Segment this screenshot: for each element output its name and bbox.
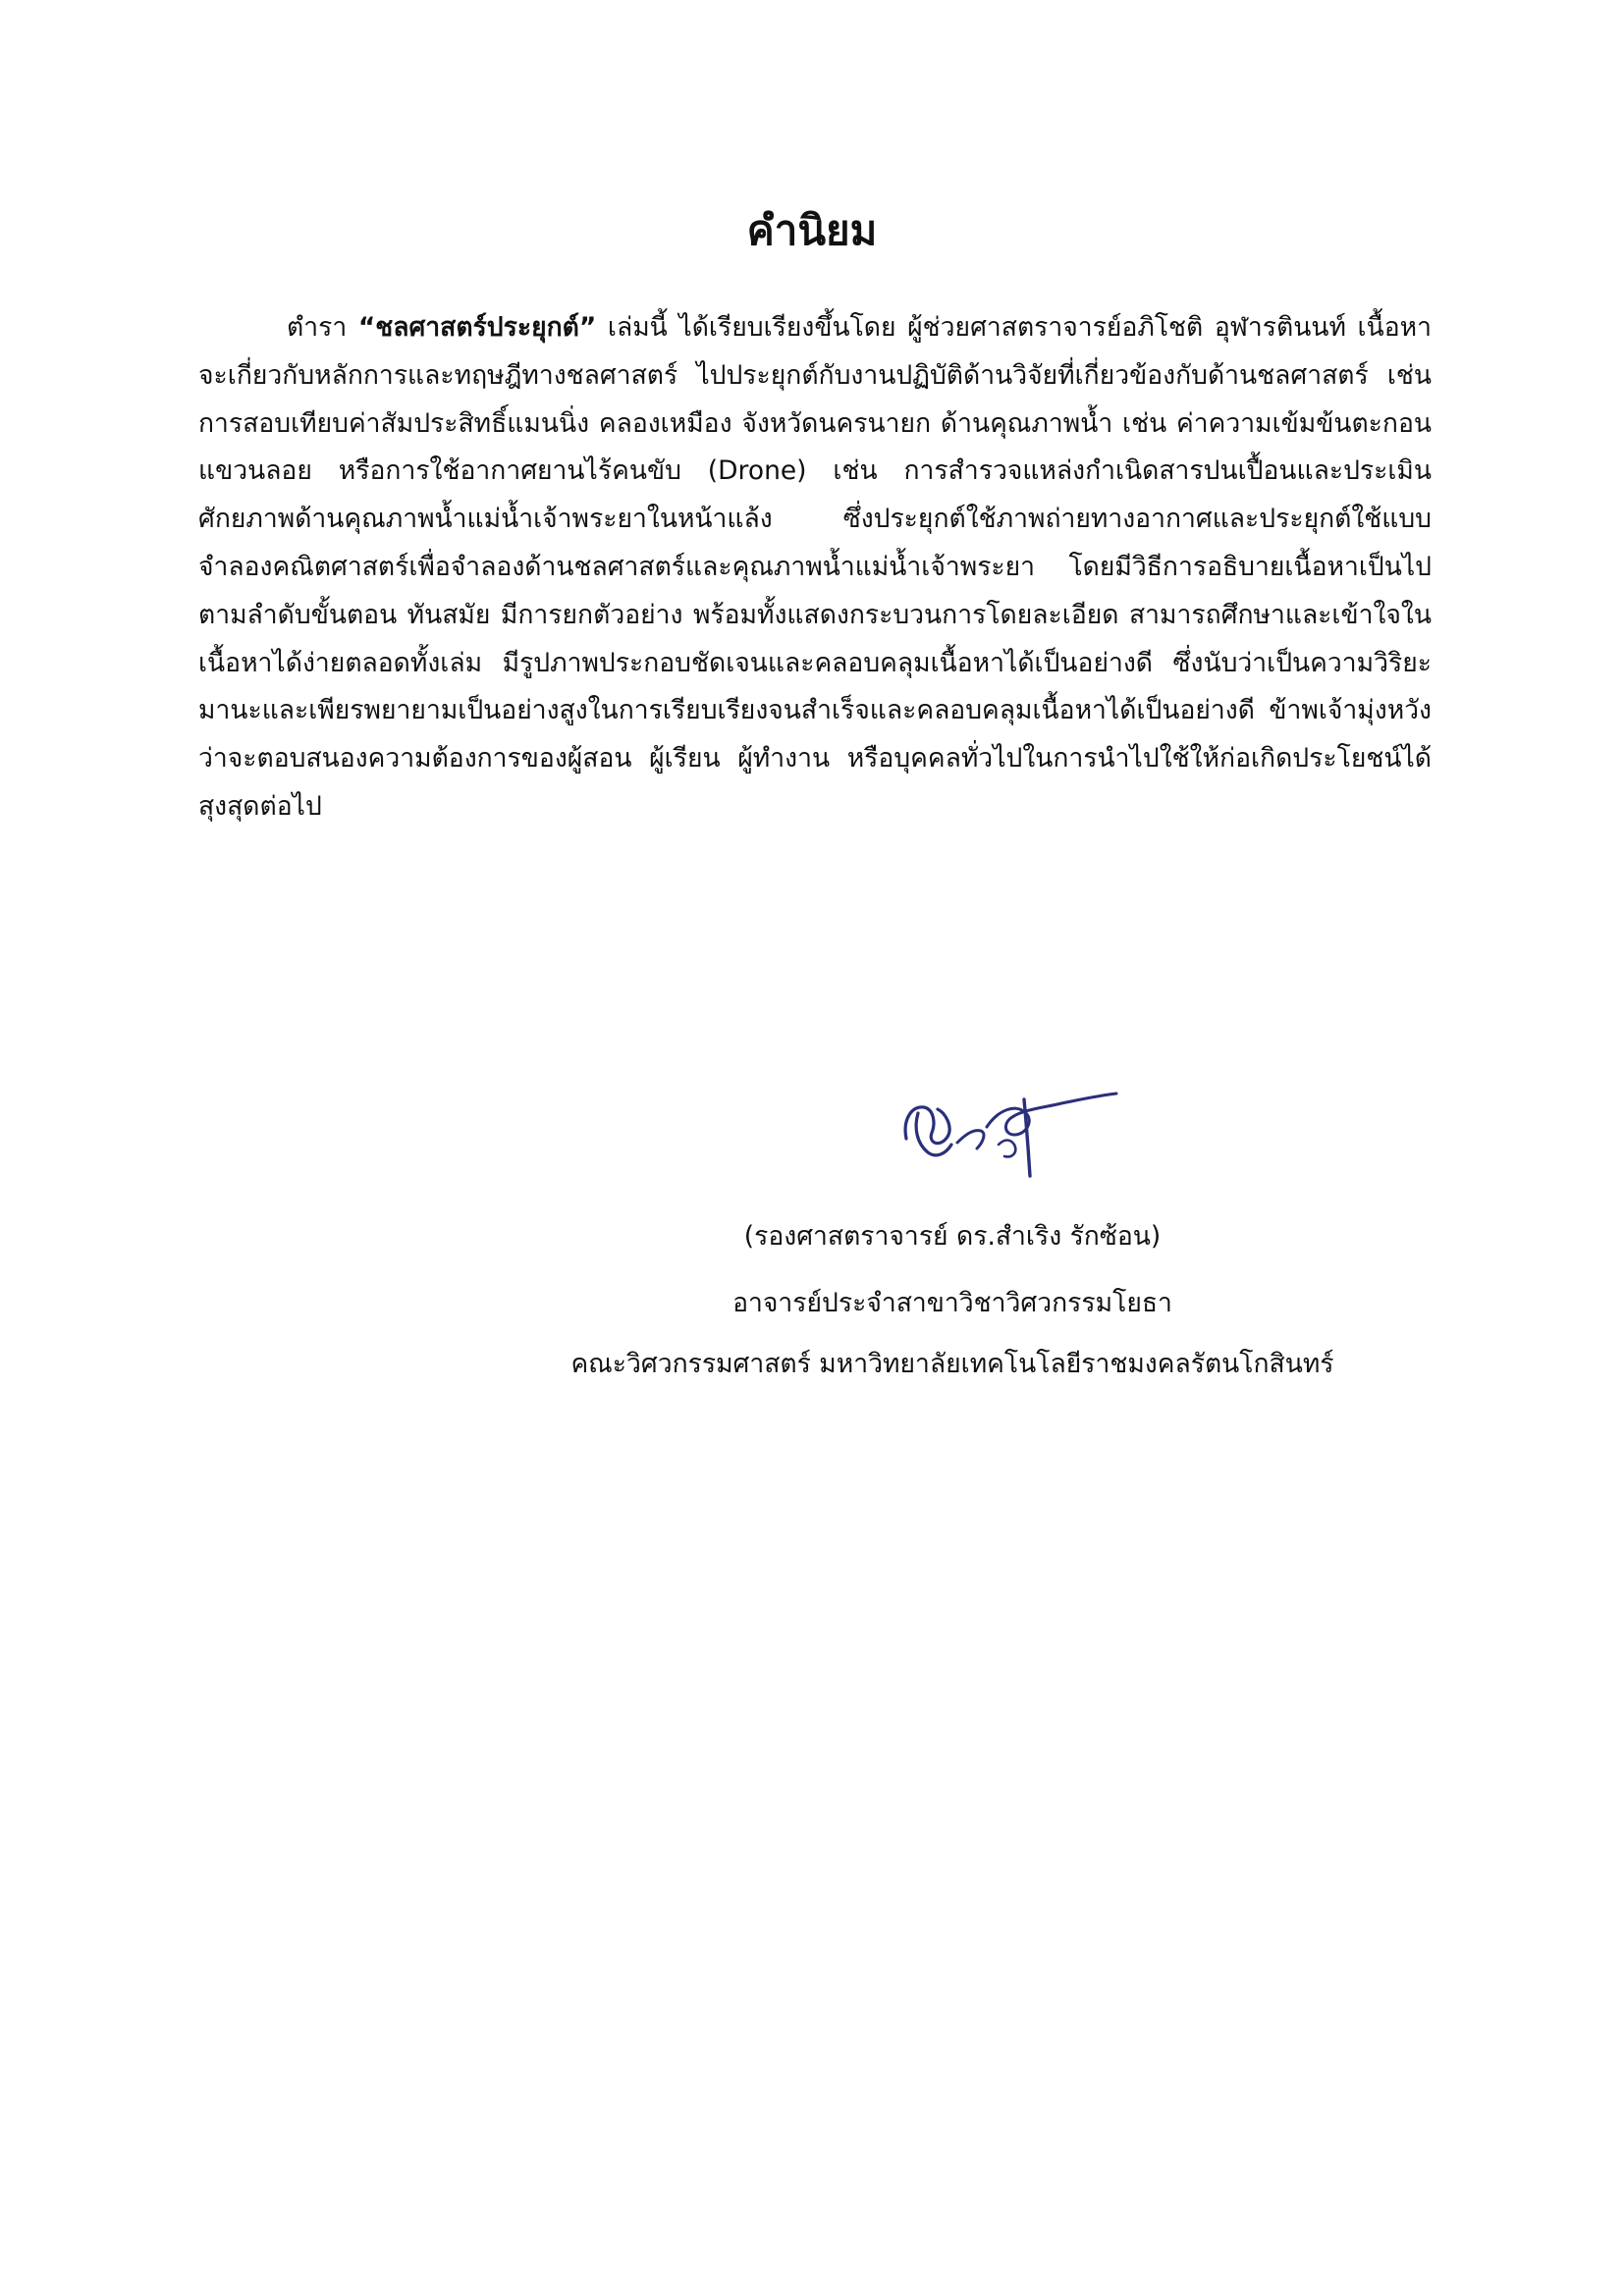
signature-stroke-2	[957, 1131, 984, 1148]
signer-faculty: คณะวิศวกรรมศาสตร์ มหาวิทยาลัยเทคโนโลยีราชมงคลรัตนโกสินทร์	[570, 1349, 1334, 1379]
foreword-paragraph	[198, 304, 1432, 831]
paragraph-intro: ตำรา	[287, 312, 358, 343]
signer-role: อาจารย์ประจำสาขาวิชาวิศวกรรมโยธา	[732, 1288, 1172, 1318]
signer-name: (รองศาสตราจารย์ ดร.สำเริง รักซ้อน)	[743, 1221, 1162, 1252]
paragraph-text: เล่มนี้ ได้เรียบเรียงขึ้นโดย ผู้ช่วยศาสตราจารย์อภิโชติ อุฬารตินนท์ เนื้อหาจะเกี่ยวกับหลักการและทฤษฎีทางชลศาสตร์ ไปประยุกต์กับงานปฏิบัติด้านวิจัยที่เกี่ยวข้องกับด้านชลศาสตร์ เช่น การสอบเทียบค่าสัมประสิทธิ์แมนนิ่ง คลองเหมือง จังหวัดนครนายก ด้านคุณภาพน้ำ เช่น ค่าความเข้มข้นตะกอนแขวนลอย หรือการใช้อากาศยานไร้คนขับ (Drone) เช่น การสำรวจแหล่งกำเนิดสารปนเปื้อนและประเมินศักยภาพด้านคุณภาพน้ำแม่น้ำเจ้าพระยาในหน้าแล้ง ซึ่งประยุกต์ใช้ภาพถ่ายทางอากาศและประยุกต์ใช้แบบจำลองคณิตศาสตร์เพื่อจำลองด้านชลศาสตร์และคุณภาพน้ำแม่น้ำเจ้าพระยา โดยมีวิธีการอธิบายเนื้อหาเป็นไปตามลำดับขั้นตอน ทันสมัย มีการยกตัวอย่าง พร้อมทั้งแสดงกระบวนการโดยละเอียด สามารถศึกษาและเข้าใจในเนื้อหาได้ง่ายตลอดทั้งเล่ม มีรูปภาพประกอบชัดเจนและคลอบคลุมเนื้อหาได้เป็นอย่างดี ซึ่งนับว่าเป็นความวิริยะ มานะและเพียรพยายามเป็นอย่างสูงในการเรียบเรียงจนสำเร็จและคลอบคลุมเนื้อหาได้เป็นอย่างดี ข้าพเจ้ามุ่งหวังว่าจะตอบสนองความต้องการของผู้สอน ผู้เรียน ผู้ทำงาน หรือบุคคลทั่วไปในการนำไปใช้ให้ก่อเกิดประโยชน์ได้สุงสุดต่อไป	[198, 312, 1432, 822]
page-title: คำนิยม	[746, 206, 878, 254]
signature-stroke-5	[999, 1141, 1015, 1157]
signature-stroke-3	[987, 1094, 1116, 1135]
signature-image	[889, 1070, 1124, 1188]
book-name: “ชลศาสตร์ประยุกต์”	[357, 312, 597, 343]
signature-stroke-1	[905, 1107, 951, 1155]
